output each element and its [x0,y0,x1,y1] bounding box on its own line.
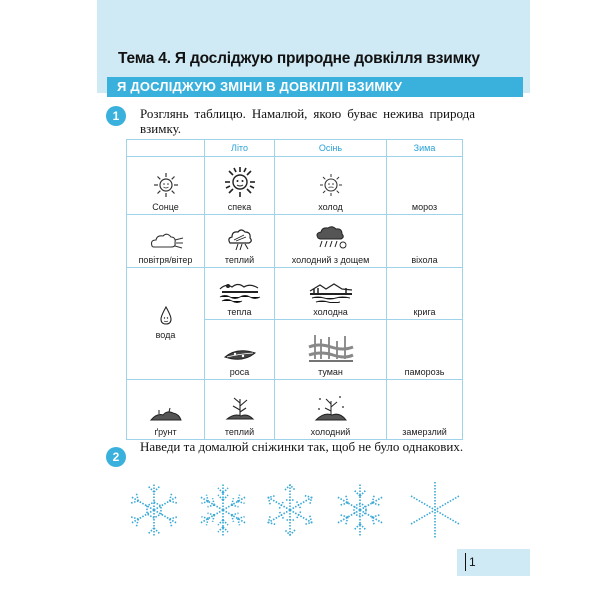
cell-label: тепла [227,307,252,317]
task-2-text: Наведи та домалюй сніжинки так, щоб не було однакових. [140,439,464,454]
header-cell-winter: Зима [387,140,463,157]
cell-label: паморозь [404,367,445,377]
cell-label: вода [155,329,176,340]
cell-label: холодний з дощем [291,255,370,265]
snowflake-5-icon[interactable] [405,480,465,540]
topic-title: Тема 4. Я досліджую природне довкілля взимку [118,50,480,67]
table-cell [275,268,387,320]
cell-label: спека [227,202,252,212]
snowflake-3-icon[interactable] [260,480,320,540]
table-cell [127,380,205,440]
task-1-text: Розглянь таблицю. Намалюй, якою буває нежива природа взимку. [140,106,475,136]
water-drop-icon [159,306,173,326]
nature-table [126,139,463,440]
task-1-number: 1 [106,106,126,126]
snowflake-2-icon[interactable] [193,480,253,540]
cell-label: холодний [310,427,351,437]
rain-cloud-icon [314,225,348,251]
table-cell [275,380,387,440]
snowflake-4-icon[interactable] [330,480,390,540]
cell-label: мороз [411,202,438,212]
table-cell [127,215,205,268]
cool-sun-icon [318,172,344,198]
cold-water-scene-icon [308,281,354,303]
cell-label: повітря/вітер [138,255,193,265]
task-2-number: 2 [106,447,126,467]
table-cell [127,268,205,380]
table-cell [387,268,463,320]
table-cell [387,380,463,440]
warm-water-scene-icon [218,281,262,303]
table-cell [205,268,275,320]
table-cell [127,157,205,215]
cloud-wind-icon [148,231,184,251]
header-cell-autumn: Осінь [275,140,387,157]
table-cell [275,215,387,268]
sun-icon [153,172,179,198]
cell-label: роса [229,367,250,377]
cell-label: туман [318,367,343,377]
cell-label: теплий [224,255,255,265]
cell-label: холод [318,202,343,212]
cell-label: ґрунт [154,427,177,437]
cold-soil-icon [314,393,348,423]
header-cell-summer: Літо [205,140,275,157]
page-number: 1 [465,553,476,571]
table-cell [205,157,275,215]
cell-label: віхола [411,255,438,265]
snowflake-1-icon[interactable] [124,480,184,540]
cell-label: теплий [224,427,255,437]
table-cell [275,320,387,380]
section-title: Я ДОСЛІДЖУЮ ЗМІНИ В ДОВКІЛЛІ ВЗИМКУ [107,77,523,97]
table-cell [387,157,463,215]
table-cell [205,320,275,380]
table-cell [387,215,463,268]
cell-label: крига [413,307,436,317]
table-cell [205,215,275,268]
table-cell [275,157,387,215]
soil-icon [149,407,183,423]
warm-soil-icon [225,393,255,423]
table-cell [387,320,463,380]
cell-label: замерзлий [402,427,447,437]
dew-leaf-icon [223,347,257,363]
header-cell-empty [127,140,205,157]
cell-label: холодна [313,307,348,317]
hot-sun-icon [224,166,256,198]
fog-scene-icon [307,333,355,363]
table-cell [205,380,275,440]
cell-label: Сонце [152,202,179,212]
warm-cloud-icon [226,227,254,251]
